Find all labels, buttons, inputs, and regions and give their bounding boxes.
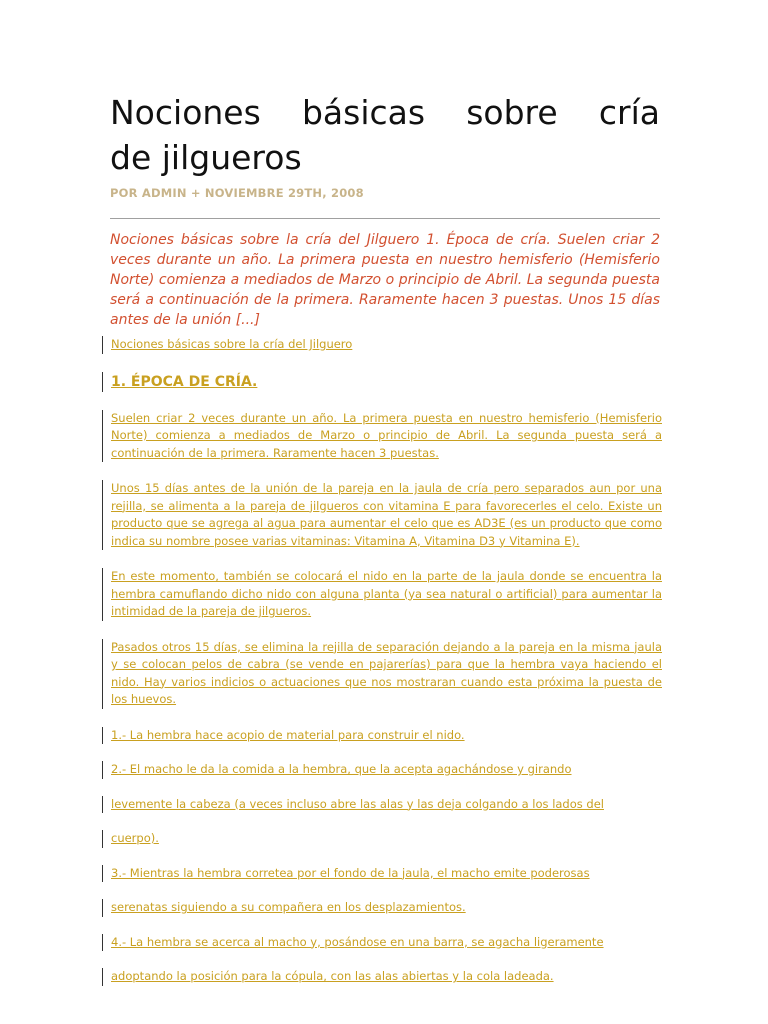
article-body — [102, 336, 662, 1003]
list-line-8[interactable]: adoptando la posición para la cópula, con las alas abiertas y la cola ladeada. — [102, 968, 662, 986]
intro-link[interactable]: Nociones básicas sobre la cría del Jilguero — [102, 336, 662, 354]
paragraph-3[interactable]: En este momento, también se colocará el nido en la parte de la jaula donde se encuentra la hembra camuflando dicho nido con alguna planta (ya sea natural o artificial) para aumentar la intimidad de la pareja de jilgueros. — [102, 568, 662, 621]
paragraph-2[interactable]: Unos 15 días antes de la unión de la pareja en la jaula de cría pero separados aun por una rejilla, se alimenta a la pareja de jilgueros con vitamina E para favorecerles el celo. Existe un producto que se agrega al agua para aumentar el celo que es AD3E (es un producto que como indica su nombre posee varias vitaminas: Vitamina A, Vitamina D3 y Vitamina E). — [102, 480, 662, 550]
list-line-2[interactable]: 2.- El macho le da la comida a la hembra, que la acepta agachándose y girando — [102, 761, 662, 779]
paragraph-1[interactable]: Suelen criar 2 veces durante un año. La primera puesta en nuestro hemisferio (Hemisferio Norte) comienza a mediados de Marzo o principio de Abril. La segunda puesta será a continuación de la primera. Raramente hacen 3 puestas. — [102, 410, 662, 463]
list-line-4[interactable]: cuerpo). — [102, 830, 662, 848]
list-line-7[interactable]: 4.- La hembra se acerca al macho y, posándose en una barra, se agacha ligeramente — [102, 934, 662, 952]
page-title — [110, 90, 660, 180]
article-header — [110, 90, 660, 330]
list-line-5[interactable]: 3.- Mientras la hembra corretea por el fondo de la jaula, el macho emite poderosas — [102, 865, 662, 883]
list-line-3[interactable]: levemente la cabeza (a veces incluso abre las alas y las deja colgando a los lados del — [102, 796, 662, 814]
paragraph-4[interactable]: Pasados otros 15 días, se elimina la rejilla de separación dejando a la pareja en la misma jaula y se colocan pelos de cabra (se vende en pajarerías) para que la hembra vaya haciendo el nido. Hay varios indicios o actuaciones que nos mostraran cuando esta próxima la puesta de los huevos. — [102, 639, 662, 709]
excerpt: Nociones básicas sobre la cría del Jilguero 1. Época de cría. Suelen criar 2 veces durante un año. La primera puesta en nuestro hemisferio (Hemisferio Norte) comienza a mediados de Marzo o principio de Abril. La segunda puesta será a continuación de la primera. Raramente hacen 3 puestas. Unos 15 días antes de la unión [...] — [110, 232, 660, 328]
byline: POR ADMIN + NOVIEMBRE 29TH, 2008 — [110, 186, 364, 200]
list-line-6[interactable]: serenatas siguiendo a su compañera en los desplazamientos. — [102, 899, 662, 917]
section-heading[interactable]: 1. ÉPOCA DE CRÍA. — [102, 372, 662, 392]
divider — [110, 218, 660, 219]
title-line-2: de jilgueros — [110, 138, 302, 177]
title-line-1: Nociones básicas sobre cría — [110, 93, 660, 132]
list-line-1[interactable]: 1.- La hembra hace acopio de material para construir el nido. — [102, 727, 662, 745]
